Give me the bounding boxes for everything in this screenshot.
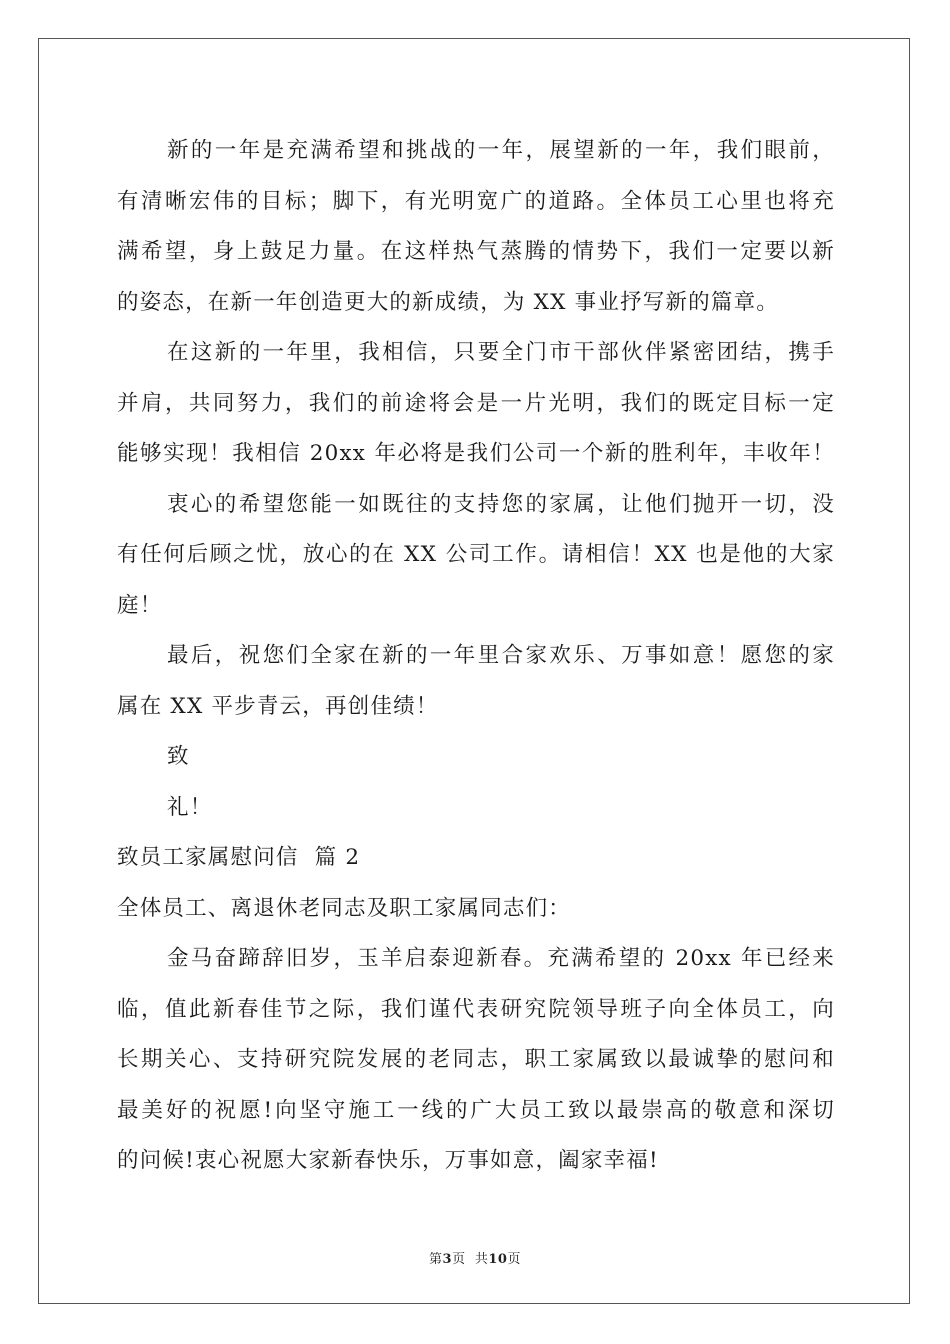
text-line: 庭！ [117,592,163,618]
page-total: 10 [488,1252,508,1267]
text-line: 衷心的希望您能一如既往的支持您的家属，让他们抛开一切，没 [167,491,835,517]
closing-line: 致 [167,744,190,769]
closing-line: 礼！ [167,794,213,820]
text-line: 属在 XX 平步青云，再创佳绩！ [117,693,439,719]
text-line: 能够实现！我相信 20xx 年必将是我们公司一个新的胜利年，丰收年！ [117,441,835,466]
text-line: 临，值此新春佳节之际，我们谨代表研究院领导班子向全体员工，向 [117,996,835,1022]
text-line: 最美好的祝愿!向坚守施工一线的广大员工致以最崇高的敬意和深切 [117,1097,835,1123]
section-title: 致员工家属慰问信 篇 2 [117,845,361,870]
page-current: 3 [442,1252,453,1267]
salutation: 全体员工、离退休老同志及职工家属同志们： [117,895,572,921]
text-line: 新的一年是充满希望和挑战的一年，展望新的一年，我们眼前， [167,138,835,163]
text-line: 金马奋蹄辞旧岁，玉羊启泰迎新春。充满希望的 20xx 年已经来 [167,946,835,971]
text-line: 最后，祝您们全家在新的一年里合家欢乐、万事如意！愿您的家 [167,643,835,668]
text-line: 在这新的一年里，我相信，只要全门市干部伙伴紧密团结，携手 [167,340,835,365]
text-line: 有任何后顾之忧，放心的在 XX 公司工作。请相信！XX 也是他的大家 [117,542,835,567]
text-line: 并肩，共同努力，我们的前途将会是一片光明，我们的既定目标一定 [117,390,835,416]
text-line: 的姿态，在新一年创造更大的新成绩，为 XX 事业抒写新的篇章。 [117,289,779,315]
text-line: 长期关心、支持研究院发展的老同志，职工家属致以最诚挚的慰问和 [117,1047,835,1072]
page-prefix: 第 [429,1252,443,1267]
text-line: 的问候!衷心祝愿大家新春快乐，万事如意，阖家幸福! [117,1148,659,1173]
page-suffix: 页 [507,1252,521,1267]
page-footer [0,1248,950,1267]
document-body [117,126,835,1187]
text-line: 满希望，身上鼓足力量。在这样热气蒸腾的情势下，我们一定要以新 [117,239,835,264]
page-mid: 页 共 [452,1252,489,1267]
text-line: 有清晰宏伟的目标；脚下，有光明宽广的道路。全体员工心里也将充 [117,188,835,214]
